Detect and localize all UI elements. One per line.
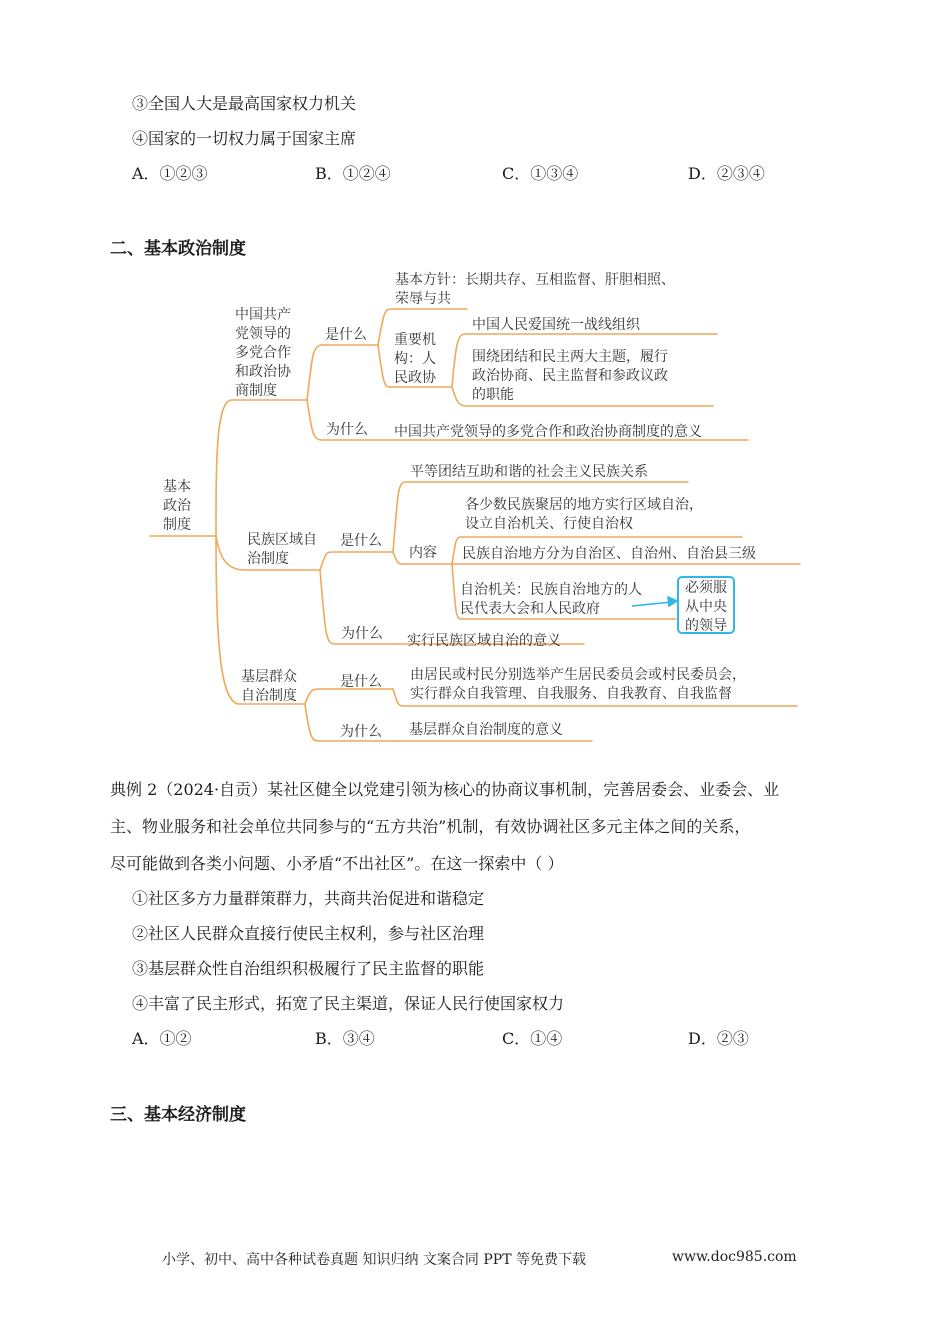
q1-option-3: ③全国人大是最高国家权力机关 — [132, 94, 357, 113]
example2-stem-line1: 典例 2（2024·自贡）某社区健全以党建引领为核心的协商议事机制，完善居委会、业委会、业 — [110, 780, 780, 799]
example2-option-3: ③基层群众性自治组织积极履行了民主监督的职能 — [132, 959, 485, 978]
b2-why-label: 为什么 — [341, 626, 383, 642]
section-heading-political-system: 二、基本政治制度 — [110, 239, 246, 259]
b1-org-item1: 中国人民爱国统一战线组织 — [472, 317, 640, 333]
b1-org-label: 重要机 构：人 民政协 — [394, 332, 436, 386]
example2-option-1: ①社区多方力量群策群力，共商共治促进和谐稳定 — [132, 889, 485, 908]
b3-what-text: 由居民或村民分别选举产生居民委员会或村民委员会， 实行群众自我管理、自我服务、自我教育、自我监督 — [410, 667, 746, 702]
root-to-b2 — [216, 536, 245, 570]
b1-name: 中国共产 党领导的 多党合作 和政治协 商制度 — [235, 307, 291, 399]
q1-choice-a: A．①②③ — [132, 164, 208, 183]
b3-why-label: 为什么 — [340, 724, 382, 740]
b2-callout: 必须服 从中央 的领导 — [677, 576, 735, 634]
example2-option-4: ④丰富了民主形式，拓宽了民主渠道，保证人民行使国家权力 — [132, 994, 565, 1013]
example2-stem-line3: 尽可能做到各类小问题、小矛盾“不出社区”。在这一探索中（ ） — [110, 854, 564, 873]
b2-why-text: 实行民族区域自治的意义 — [407, 633, 561, 649]
example2-stem-line2: 主、物业服务和社会单位共同参与的“五方共治”机制，有效协调社区多元主体之间的关系， — [110, 817, 751, 836]
root-to-b1 — [216, 400, 232, 536]
q1-option-4: ④国家的一切权力属于国家主席 — [132, 129, 357, 148]
b2-relation: 平等团结互助和谐的社会主义民族关系 — [410, 464, 648, 480]
footer-url[interactable]: www.doc985.com — [672, 1249, 797, 1265]
b2-content1: 各少数民族聚居的地方实行区域自治， 设立自治机关、行使自治权 — [465, 497, 703, 532]
footer-slogan: 小学、初中、高中各种试卷真题 知识归纳 文案合同 PPT 等免费下载 — [162, 1252, 586, 1268]
b1-why-label: 为什么 — [326, 422, 368, 438]
example2-option-2: ②社区人民群众直接行使民主权利，参与社区治理 — [132, 924, 485, 943]
b3-what-label: 是什么 — [340, 674, 382, 690]
b2-what-label: 是什么 — [340, 533, 382, 549]
b2-content3: 自治机关：民族自治地方的人 民代表大会和人民政府 — [460, 582, 642, 617]
b3-name: 基层群众 自治制度 — [241, 669, 297, 704]
b1-what-label: 是什么 — [325, 327, 367, 343]
section-heading-economic-system: 三、基本经济制度 — [110, 1105, 246, 1125]
q1-choice-d: D．②③④ — [688, 164, 765, 183]
example2-choice-a: A．①② — [132, 1029, 192, 1048]
root-to-b3 — [216, 536, 238, 704]
example2-choice-c: C．①④ — [502, 1029, 563, 1048]
b2-content2: 民族自治地方分为自治区、自治州、自治县三级 — [462, 546, 756, 562]
b3-why-text: 基层群众自治制度的意义 — [409, 722, 563, 738]
b2-to-what — [320, 552, 393, 570]
b1-to-what — [307, 345, 378, 400]
mindmap-root: 基本 政治 制度 — [163, 479, 191, 533]
b1-why-text: 中国共产党领导的多党合作和政治协商制度的意义 — [394, 424, 702, 440]
q1-choice-c: C．①③④ — [502, 164, 579, 183]
b2-content-label: 内容 — [409, 545, 437, 561]
b2-name: 民族区域自 治制度 — [247, 532, 317, 567]
b1-principle: 基本方针：长期共存、互相监督、肝胆相照、 荣辱与共 — [395, 272, 675, 307]
example2-choice-b: B．③④ — [315, 1029, 375, 1048]
example2-choice-d: D．②③ — [688, 1029, 749, 1048]
b1-org-item2: 围绕团结和民主两大主题，履行 政治协商、民主监督和参政议政 的职能 — [472, 349, 668, 403]
q1-choice-b: B．①②④ — [315, 164, 391, 183]
